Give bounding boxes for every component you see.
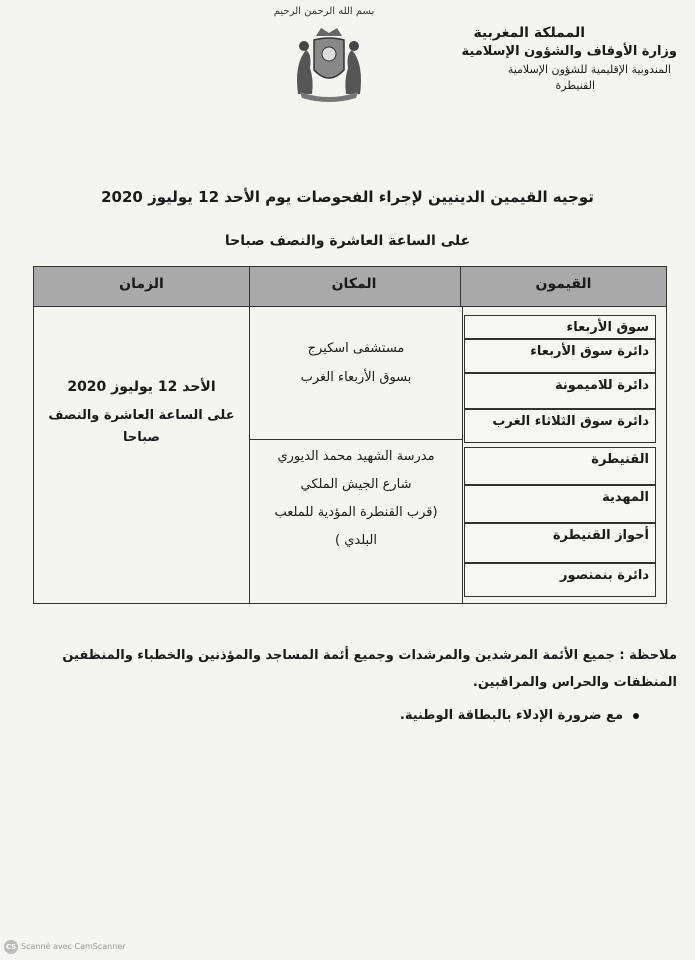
place-1-name: مستشفى اسكيرج	[307, 341, 405, 356]
bullet-text: مع ضرورة الإدلاء بالبطاقة الوطنية.	[399, 708, 623, 723]
time-date: الأحد 12 يوليوز 2020	[67, 379, 216, 395]
royal-coat-of-arms-icon	[286, 24, 372, 104]
header-caretakers: القيمون	[461, 267, 666, 307]
id-card-requirement	[400, 708, 639, 723]
place-cell-1	[250, 307, 462, 440]
basmala: بسم الله الرحمن الرحيم	[273, 6, 375, 17]
caretaker-item: دائرة بنمنصور	[464, 563, 656, 597]
document-subtitle: على الساعة العاشرة والنصف صباحا	[224, 233, 471, 249]
caretaker-item: القنيطرة	[464, 447, 656, 485]
place-2-landmark-cont: البلدي )	[334, 533, 377, 548]
place-2-name: مدرسة الشهيد محمد الديوري	[277, 449, 435, 464]
scanner-watermark	[4, 940, 126, 954]
time-hour: على الساعة العاشرة والنصف صباحا	[48, 408, 235, 445]
ministry-name: وزارة الأوقاف والشؤون الإسلامية	[461, 44, 677, 59]
bullet-icon	[633, 713, 639, 719]
caretaker-item: سوق الأربعاء	[464, 315, 656, 339]
column-divider	[462, 307, 463, 603]
caretaker-item: أحواز القنيطرة	[464, 523, 656, 563]
time-cell	[34, 307, 249, 603]
header-time: الزمان	[34, 267, 250, 307]
caretaker-item: دائرة سوق الأربعاء	[464, 339, 656, 373]
institution-header	[437, 24, 677, 94]
scanner-text: Scanné avec CamScanner	[21, 942, 126, 951]
schedule-table	[33, 266, 667, 604]
place-2-street: شارع الجيش الملكي	[300, 477, 412, 492]
note-paragraph: ملاحظة : جميع الأئمة المرشدين والمرشدات وجميع أئمة المساجد والمؤذنين والخطباء والمنظفين المنظفات والحراس والمراقبين.	[62, 648, 677, 690]
camscanner-logo-icon: CS	[4, 940, 18, 954]
place-cell-2	[250, 439, 462, 603]
place-2-landmark: (قرب القنطرة المؤدية للملعب	[274, 505, 438, 520]
delegation-name: المندوبية الإقليمية للشؤون الإسلامية	[507, 63, 671, 76]
place-1-location: بسوق الأربعاء الغرب	[300, 370, 412, 385]
header-place: المكان	[248, 267, 461, 307]
caretaker-item: دائرة للاميمونة	[464, 373, 656, 409]
caretaker-item: دائرة سوق الثلاثاء الغرب	[464, 409, 656, 443]
document-title: توجيه القيمين الدينيين لإجراء الفحوصات يوم الأحد 12 يوليوز 2020	[101, 188, 594, 206]
caretaker-item: المهدية	[464, 485, 656, 523]
kingdom-name: المملكة المغربية	[473, 25, 585, 41]
city-name: القنيطرة	[555, 79, 595, 92]
